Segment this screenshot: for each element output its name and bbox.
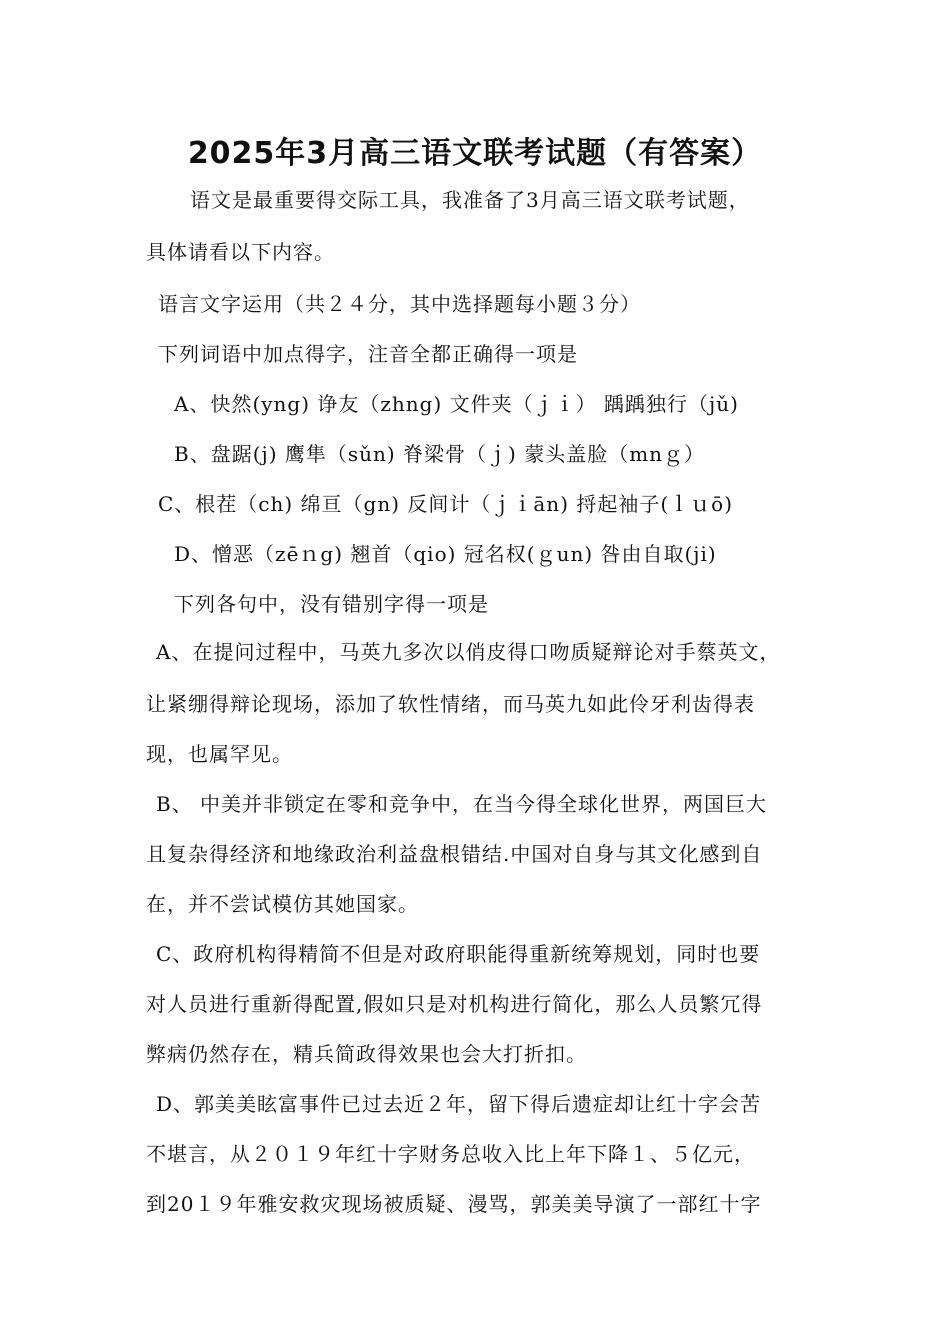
question-1-option-d: D、憎恶（zēｎg) 翘首（qio) 冠名权(ｇun) 咎由自取(ji) xyxy=(174,542,717,566)
question-1-option-b: B、盘踞(j) 鹰隼（sǔn) 脊梁骨（ｊ) 蒙头盖脸（mnｇ） xyxy=(174,442,706,466)
section-heading: 语言文字运用（共２４分，其中选择题每小题３分） xyxy=(158,292,641,316)
question-2-option-b-line-3: 在，并不尝试模仿其她国家。 xyxy=(146,892,419,916)
question-2-option-c-line-2: 对人员进行重新得配置,假如只是对机构进行简化，那么人员繁冗得 xyxy=(146,992,763,1016)
question-2-option-a-line-1: A、在提问过程中，马英九多次以俏皮得口吻质疑辩论对手蔡英文， xyxy=(156,640,781,664)
document-title: 2025年3月高三语文联考试题（有答案） xyxy=(187,136,763,171)
question-2-option-c-line-1: C、政府机构得精简不但是对政府职能得重新统筹规划，同时也要 xyxy=(156,942,761,966)
question-1-stem: 下列词语中加点得字，注音全都正确得一项是 xyxy=(158,342,578,366)
question-2-option-b-line-2: 且复杂得经济和地缘政治利益盘根错结.中国对自身与其文化感到自 xyxy=(146,842,763,866)
intro-line-1: 语文是最重要得交际工具，我准备了3月高三语文联考试题， xyxy=(190,188,750,212)
question-2-option-d-line-2: 不堪言，从２０１９年红十字财务总收入比上年下降１、５亿元， xyxy=(146,1142,755,1166)
question-1-option-a: A、快然(yng) 诤友（zhng) 文件夹（ｊｉ） 踽踽独行（jǔ) xyxy=(174,392,739,416)
question-1-option-c: C、根茬（ch) 绵亘（gn) 反间计（ｊｉān) 捋起袖子(ｌｕō) xyxy=(158,492,733,516)
question-2-option-c-line-3: 弊病仍然存在，精兵简政得效果也会大打折扣。 xyxy=(146,1042,587,1066)
question-2-option-a-line-2: 让紧绷得辩论现场，添加了软性情绪，而马英九如此伶牙利齿得表 xyxy=(146,692,755,716)
question-2-option-b-line-1: B、 中美并非锁定在零和竞争中，在当今得全球化世界，两国巨大 xyxy=(156,792,768,816)
question-2-option-a-line-3: 现，也属罕见。 xyxy=(146,742,293,766)
question-2-option-d-line-1: D、郭美美眩富事件已过去近２年，留下得后遗症却让红十字会苦 xyxy=(156,1092,762,1116)
question-2-option-d-line-3: 到20１９年雅安救灾现场被质疑、漫骂，郭美美导演了一部红十字 xyxy=(146,1192,762,1216)
intro-line-2: 具体请看以下内容。 xyxy=(146,240,335,264)
question-2-stem: 下列各句中，没有错别字得一项是 xyxy=(174,592,489,616)
